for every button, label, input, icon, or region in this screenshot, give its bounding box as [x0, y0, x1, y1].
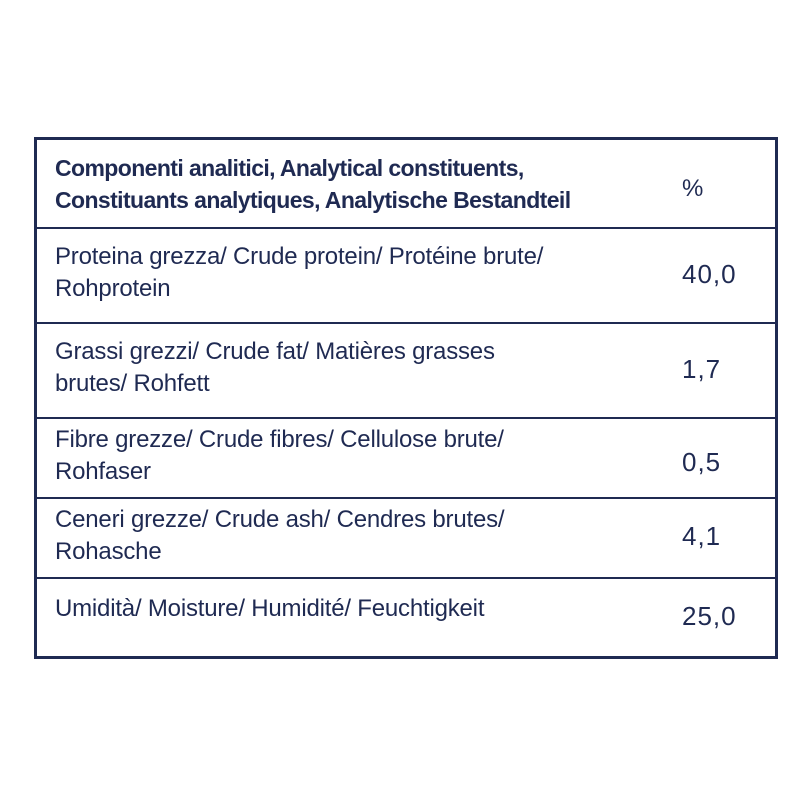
row-label: Fibre grezze/ Crude fibres/ Cellulose brute/ Rohfaser — [55, 426, 504, 485]
row-label: Grassi grezzi/ Crude fat/ Matières grasses brutes/ Rohfett — [55, 338, 495, 397]
header-label: Componenti analitici, Analytical constituents, Constituants analytiques, Analytische Bestandteil — [55, 155, 571, 213]
row-label: Umidità/ Moisture/ Humidité/ Feuchtigkeit — [55, 595, 485, 622]
table-row — [37, 497, 775, 577]
table-row — [37, 417, 775, 497]
header-unit: % — [682, 175, 705, 202]
row-value: 1,7 — [682, 354, 722, 384]
table-row — [37, 577, 775, 656]
row-label: Proteina grezza/ Crude protein/ Protéine brute/ Rohprotein — [55, 243, 544, 302]
row-value: 25,0 — [682, 601, 737, 631]
table-row — [37, 227, 775, 322]
analytical-constituents-table — [34, 137, 778, 659]
table-row — [37, 322, 775, 417]
row-value: 40,0 — [682, 259, 737, 289]
table-header-row — [37, 140, 775, 227]
row-value: 0,5 — [682, 447, 722, 477]
row-value: 4,1 — [682, 521, 722, 551]
row-label: Ceneri grezze/ Crude ash/ Cendres brutes/ Rohasche — [55, 506, 505, 565]
